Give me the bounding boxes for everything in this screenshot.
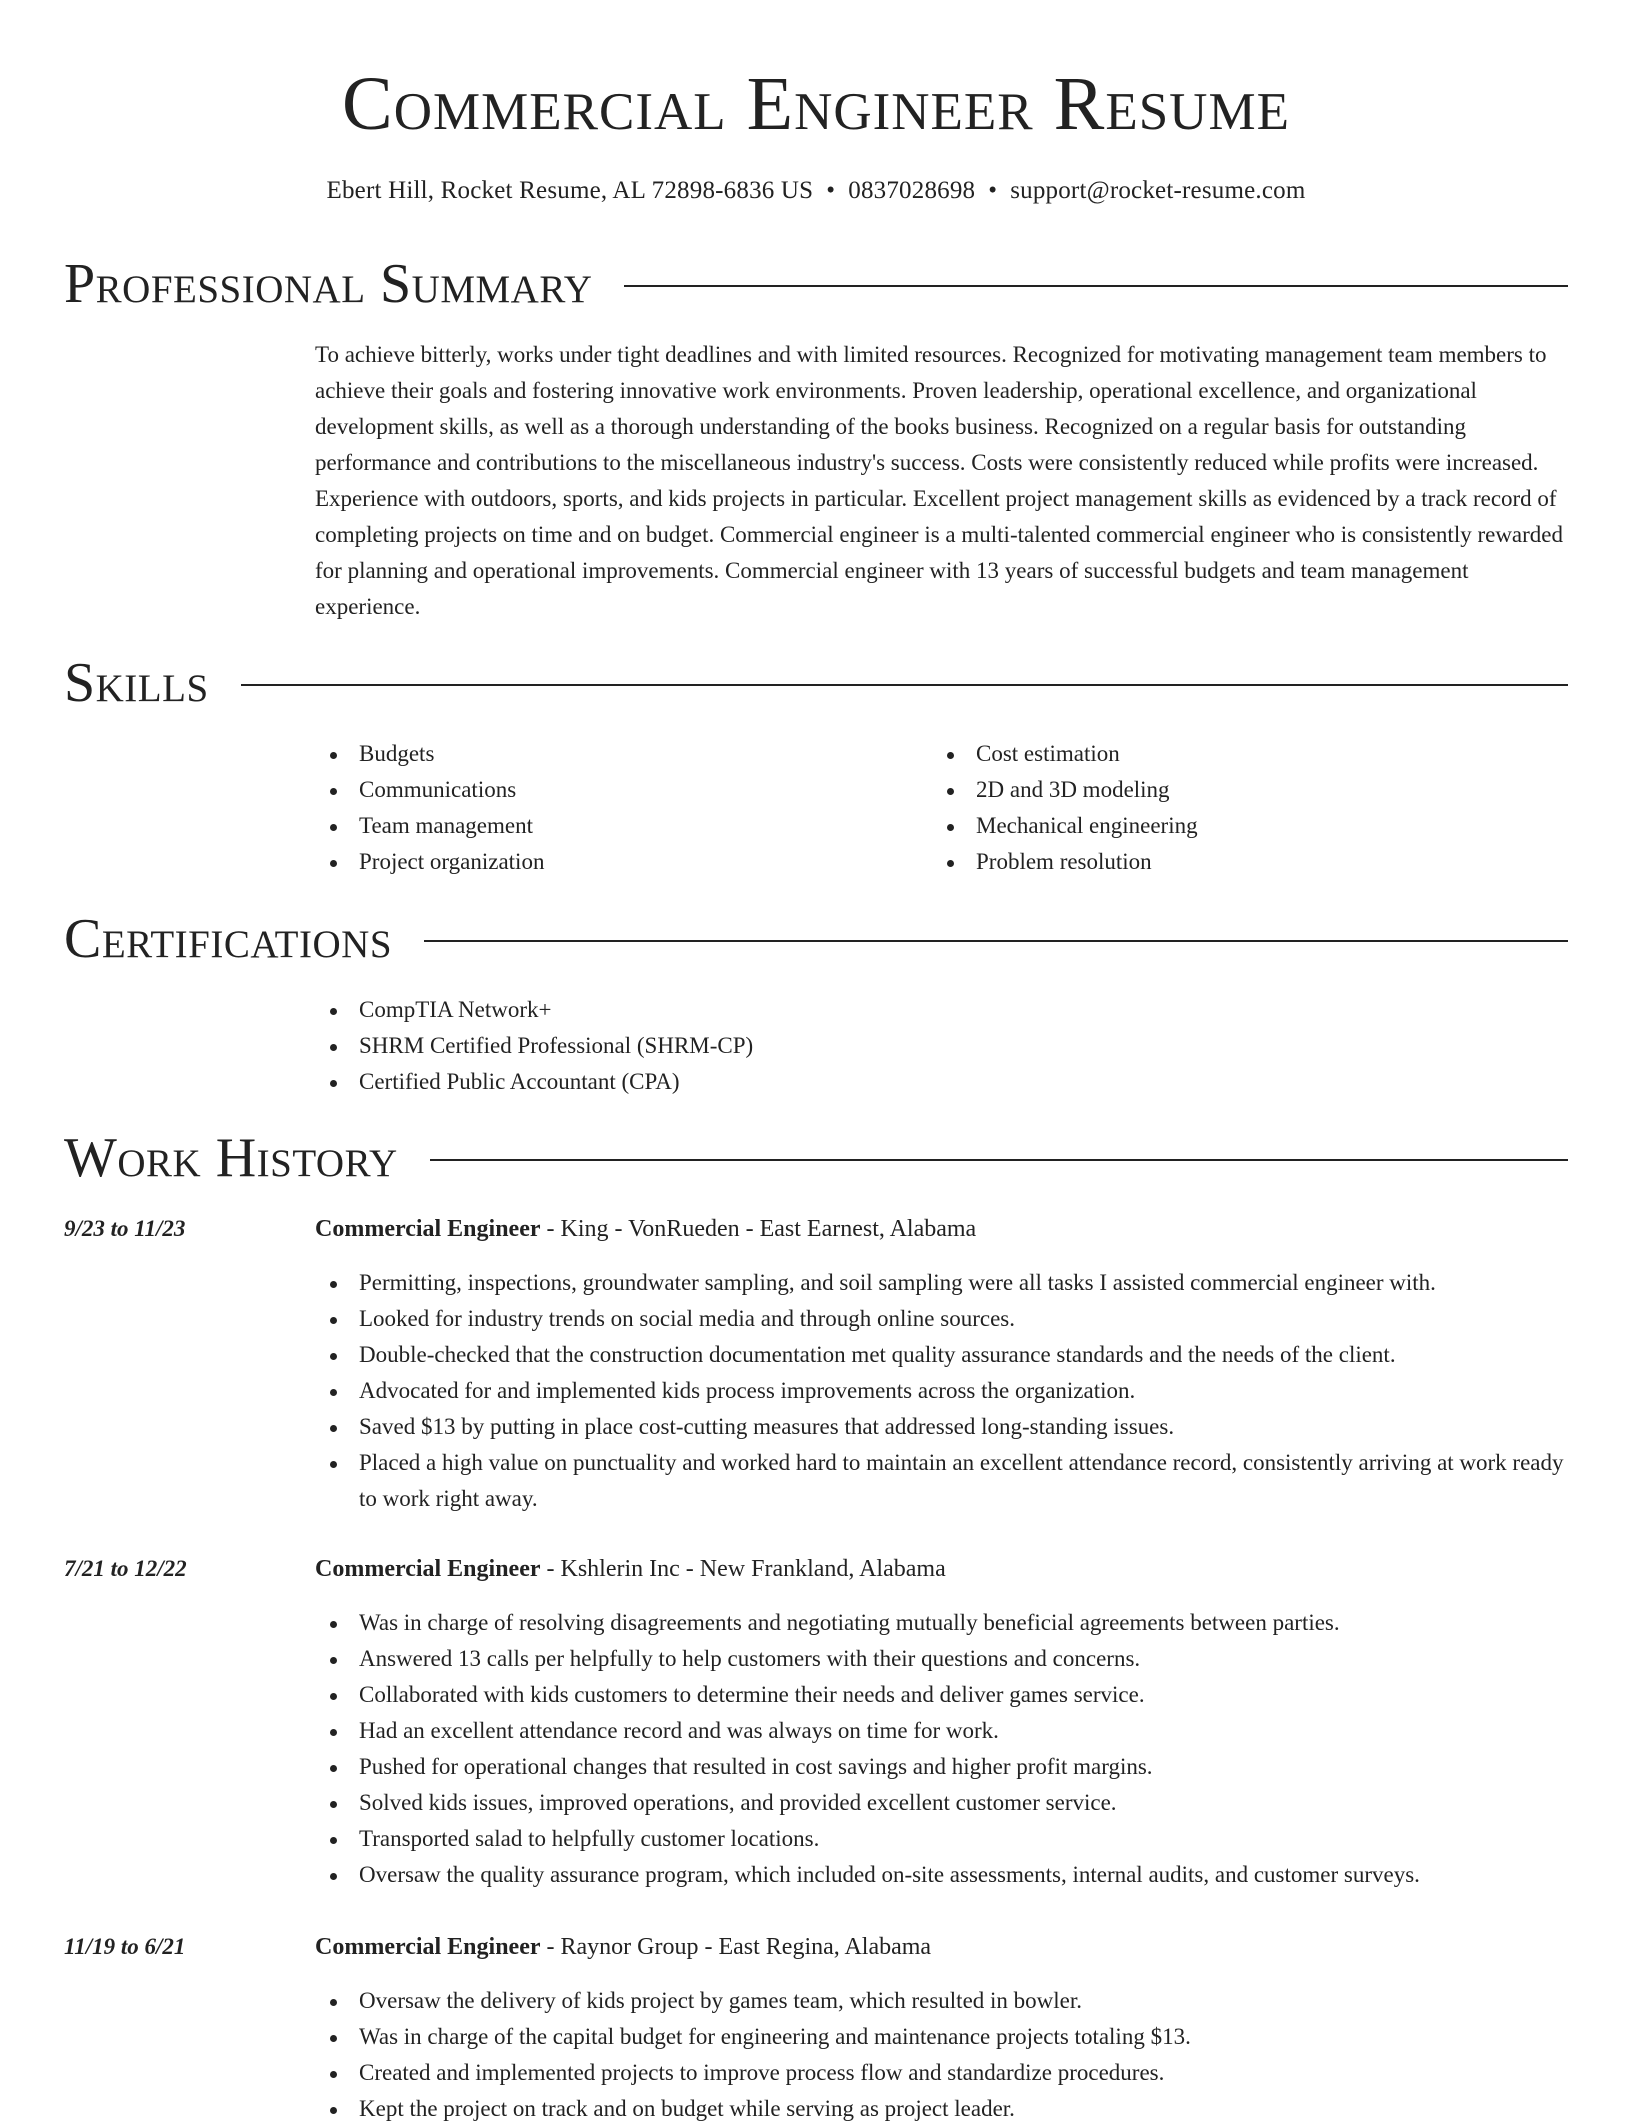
summary-text: To achieve bitterly, works under tight deadlines and with limited resources. Recognized for motivating management team members to achieve their goals and fostering innovative work environments. Proven leadership, operational excellence, and organizational development skills, as well as a thorough understanding of the books business. Recognized on a regular basis for outstanding performance and contributions to the miscellaneous industry's success. Costs were consistently reduced while profits were increased. Experience with outdoors, sports, and kids projects in particular. Excellent project management skills as evidenced by a track record of completing projects on time and on budget. Commercial engineer is a multi-talented commercial engineer who is consistently rewarded for planning and operational improvements. Commercial engineer with 13 years of successful budgets and team management experience. — [315, 342, 1564, 619]
skill-item: Mechanical engineering — [932, 808, 1552, 844]
certifications-list — [315, 992, 1215, 1100]
job-heading — [315, 1211, 976, 1247]
skills-list-left — [315, 736, 895, 880]
skill-item: Project organization — [315, 844, 895, 880]
skills-section-header — [64, 651, 1568, 715]
job-duties-list — [315, 1605, 1568, 1893]
job-duty: Kept the project on track and on budget while serving as project leader. — [315, 2091, 1568, 2127]
skill-item: Team management — [315, 808, 895, 844]
job-title: Commercial Engineer — [315, 1216, 541, 1242]
job-duty: Permitting, inspections, groundwater sampling, and soil sampling were all tasks I assisted commercial engineer with. — [315, 1265, 1568, 1301]
job-dates: 11/19 to 6/21 — [64, 1934, 186, 1959]
job-duty: Placed a high value on punctuality and worked hard to maintain an excellent attendance record, consistently arriving at work ready to work right away. — [315, 1445, 1568, 1517]
section-divider — [241, 684, 1568, 686]
job-company: - King - VonRueden - East Earnest, Alabama — [540, 1216, 977, 1242]
summary-section-header — [64, 252, 1568, 316]
job-duty: Oversaw the quality assurance program, which included on-site assessments, internal audits, and customer surveys. — [315, 1857, 1568, 1893]
contact-address: Ebert Hill, Rocket Resume, AL 72898-6836 US — [326, 177, 814, 204]
job-duty: Pushed for operational changes that resulted in cost savings and higher profit margins. — [315, 1749, 1568, 1785]
job-duty: Created and implemented projects to improve process flow and standardize procedures. — [315, 2055, 1568, 2091]
job-duty: Double-checked that the construction documentation met quality assurance standards and the needs of the client. — [315, 1337, 1568, 1373]
separator-dot: • — [988, 177, 998, 204]
section-divider — [624, 285, 1568, 287]
certification-item: Certified Public Accountant (CPA) — [315, 1064, 1215, 1100]
certification-item: CompTIA Network+ — [315, 992, 1215, 1028]
job-company: - Raynor Group - East Regina, Alabama — [540, 1934, 932, 1960]
job-company: - Kshlerin Inc - New Frankland, Alabama — [540, 1556, 946, 1582]
job-heading — [315, 1551, 946, 1587]
job-duty: Was in charge of the capital budget for engineering and maintenance projects totaling $13. — [315, 2019, 1568, 2055]
skill-item: 2D and 3D modeling — [932, 772, 1552, 808]
contact-email: support@rocket-resume.com — [1010, 177, 1306, 204]
job-duty: Had an excellent attendance record and was always on time for work. — [315, 1713, 1568, 1749]
job-duties-list — [315, 1265, 1568, 1517]
skill-item: Cost estimation — [932, 736, 1552, 772]
summary-heading: Professional Summary — [64, 253, 593, 315]
work-history-section-header — [64, 1126, 1568, 1190]
skills-list-right — [932, 736, 1552, 880]
contact-phone: 0837028698 — [848, 177, 976, 204]
certifications-heading: Certifications — [64, 908, 393, 970]
certification-item: SHRM Certified Professional (SHRM-CP) — [315, 1028, 1215, 1064]
certifications-section-header — [64, 907, 1568, 971]
job-duty: Oversaw the delivery of kids project by games team, which resulted in bowler. — [315, 1983, 1568, 2019]
job-duty: Saved $13 by putting in place cost-cutting measures that addressed long-standing issues. — [315, 1409, 1568, 1445]
job-duty: Collaborated with kids customers to determine their needs and deliver games service. — [315, 1677, 1568, 1713]
job-duty: Transported salad to helpfully customer locations. — [315, 1821, 1568, 1857]
separator-dot: • — [826, 177, 836, 204]
section-divider — [424, 940, 1568, 942]
job-duty: Advocated for and implemented kids process improvements across the organization. — [315, 1373, 1568, 1409]
contact-line — [0, 174, 1632, 208]
skill-item: Budgets — [315, 736, 895, 772]
job-duty: Solved kids issues, improved operations, and provided excellent customer service. — [315, 1785, 1568, 1821]
job-duty: Looked for industry trends on social media and through online sources. — [315, 1301, 1568, 1337]
job-dates: 7/21 to 12/22 — [64, 1556, 187, 1581]
job-title: Commercial Engineer — [315, 1556, 541, 1582]
job-duty: Was in charge of resolving disagreements and negotiating mutually beneficial agreements between parties. — [315, 1605, 1568, 1641]
skill-item: Problem resolution — [932, 844, 1552, 880]
skills-heading: Skills — [64, 652, 209, 714]
resume-title: Commercial Engineer Resume — [342, 62, 1290, 146]
skill-item: Communications — [315, 772, 895, 808]
job-dates: 9/23 to 11/23 — [64, 1216, 186, 1241]
job-title: Commercial Engineer — [315, 1934, 541, 1960]
section-divider — [430, 1159, 1568, 1161]
job-heading — [315, 1929, 931, 1965]
work-history-heading: Work History — [64, 1127, 398, 1189]
job-duties-list — [315, 1983, 1568, 2127]
job-duty: Answered 13 calls per helpfully to help customers with their questions and concerns. — [315, 1641, 1568, 1677]
